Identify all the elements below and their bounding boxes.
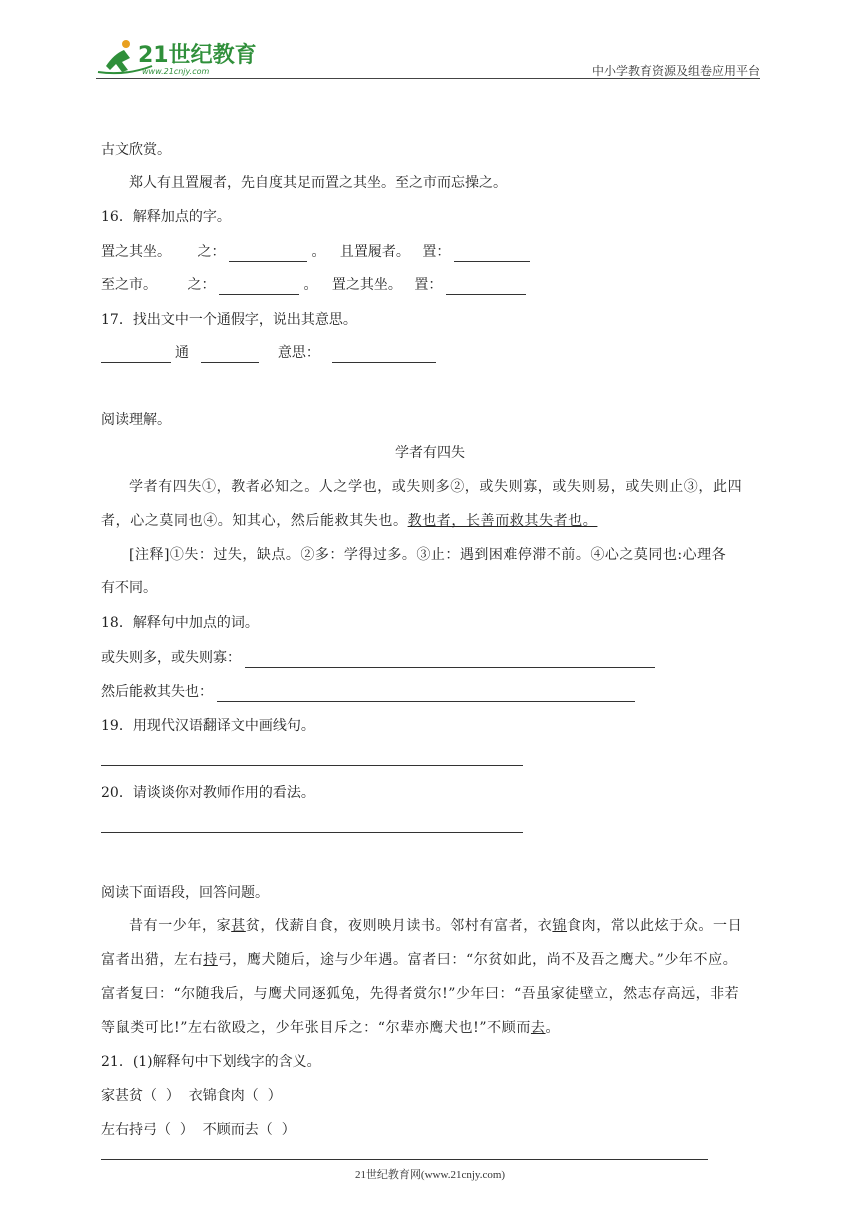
- question-16: 16．解释加点的字。: [101, 209, 231, 225]
- answer-blank[interactable]: [217, 687, 635, 702]
- svg-text:21世纪教育: 21世纪教育: [138, 43, 256, 68]
- answer-blank[interactable]: [219, 280, 299, 295]
- underlined-char: 去: [530, 1020, 546, 1036]
- passage-line-2: 者，心之莫同也④。知其心，然后能救其失也。教也者，长善而救其失者也。: [101, 513, 598, 529]
- answer-blank[interactable]: [245, 653, 655, 668]
- q21-row-a: 家甚贫（ ） 衣锦食肉（ ）: [101, 1088, 282, 1104]
- header-divider: [96, 78, 760, 79]
- underlined-char: 甚: [231, 918, 246, 934]
- note-line-1: [注释]①失：过失，缺点。②多：学得过多。③止：遇到困难停滞不前。④心之莫同也:心理各: [129, 547, 727, 563]
- section2-heading: 阅读理解。: [101, 412, 171, 428]
- q18-row-a: 或失则多，或失则寡：: [101, 648, 659, 668]
- answer-blank[interactable]: [101, 348, 171, 363]
- question-19: 19．用现代汉语翻译文中画线句。: [101, 718, 315, 734]
- q21-row-b: 左右持弓（ ） 不顾而去（ ）: [101, 1122, 296, 1138]
- question-17: 17．找出文中一个通假字，说出其意思。: [101, 312, 357, 328]
- story-line-3: 富者复曰：“尔随我后，与鹰犬同逐狐兔，先得者赏尔!”少年曰：“吾虽家徒壁立，然志存高远，非若: [101, 986, 740, 1002]
- q17-answer-row: 通 意思：: [101, 343, 440, 363]
- underlined-char: 持: [203, 952, 218, 968]
- answer-line[interactable]: [101, 765, 523, 766]
- q16-row1: 置之其坐。 之： 。 且置履者。 置：: [101, 242, 534, 262]
- footer-text: 21世纪教育网(www.21cnjy.com): [354, 1169, 506, 1181]
- footer-divider: [101, 1159, 708, 1160]
- question-21: 21．(1)解释句中下划线字的含义。: [101, 1054, 321, 1070]
- story-line-1: 昔有一少年，家甚贫，伐薪自食，夜则映月读书。邻村有富者，衣锦食肉，常以此炫于众。一日: [129, 918, 743, 934]
- logo-runner-icon: [96, 36, 256, 78]
- question-20: 20．请谈谈你对教师作用的看法。: [101, 785, 315, 801]
- svg-text:www.21cnjy.com: www.21cnjy.com: [142, 67, 210, 76]
- answer-blank[interactable]: [454, 247, 530, 262]
- q16-row2: 至之市。 之： 。 置之其坐。 置：: [101, 275, 530, 295]
- passage-line-1: 学者有四失①，教者必知之。人之学也，或失则多②，或失则寡，或失则易，或失则止③，此四: [129, 479, 743, 495]
- answer-blank[interactable]: [229, 247, 307, 262]
- answer-blank[interactable]: [201, 348, 259, 363]
- logo: [96, 36, 256, 78]
- note-line-2: 有不同。: [101, 580, 157, 596]
- question-18: 18．解释句中加点的词。: [101, 615, 259, 631]
- underlined-sentence: 教也者，长善而救其失者也。: [407, 513, 598, 529]
- story-line-2: 富者出猎，左右持弓，鹰犬随后，途与少年遇。富者曰：“尔贫如此，尚不及吾之鹰犬。”少年不应。: [101, 952, 738, 968]
- answer-blank[interactable]: [446, 280, 526, 295]
- passage-title: 学者有四失: [395, 445, 465, 461]
- answer-blank[interactable]: [332, 348, 436, 363]
- underlined-char: 锦: [552, 918, 568, 934]
- section1-passage: 郑人有且置履者，先自度其足而置之其坐。至之市而忘操之。: [129, 175, 507, 191]
- page-header: [96, 36, 760, 82]
- answer-line[interactable]: [101, 832, 523, 833]
- platform-name: 中小学教育资源及组卷应用平台: [591, 64, 760, 78]
- section1-heading: 古文欣赏。: [101, 142, 171, 158]
- story-line-4: 等鼠类可比!”左右欲殴之，少年张目斥之：“尔辈亦鹰犬也!”不顾而去。: [101, 1020, 561, 1036]
- q18-row-b: 然后能救其失也：: [101, 682, 639, 702]
- section3-heading: 阅读下面语段，回答问题。: [101, 885, 269, 901]
